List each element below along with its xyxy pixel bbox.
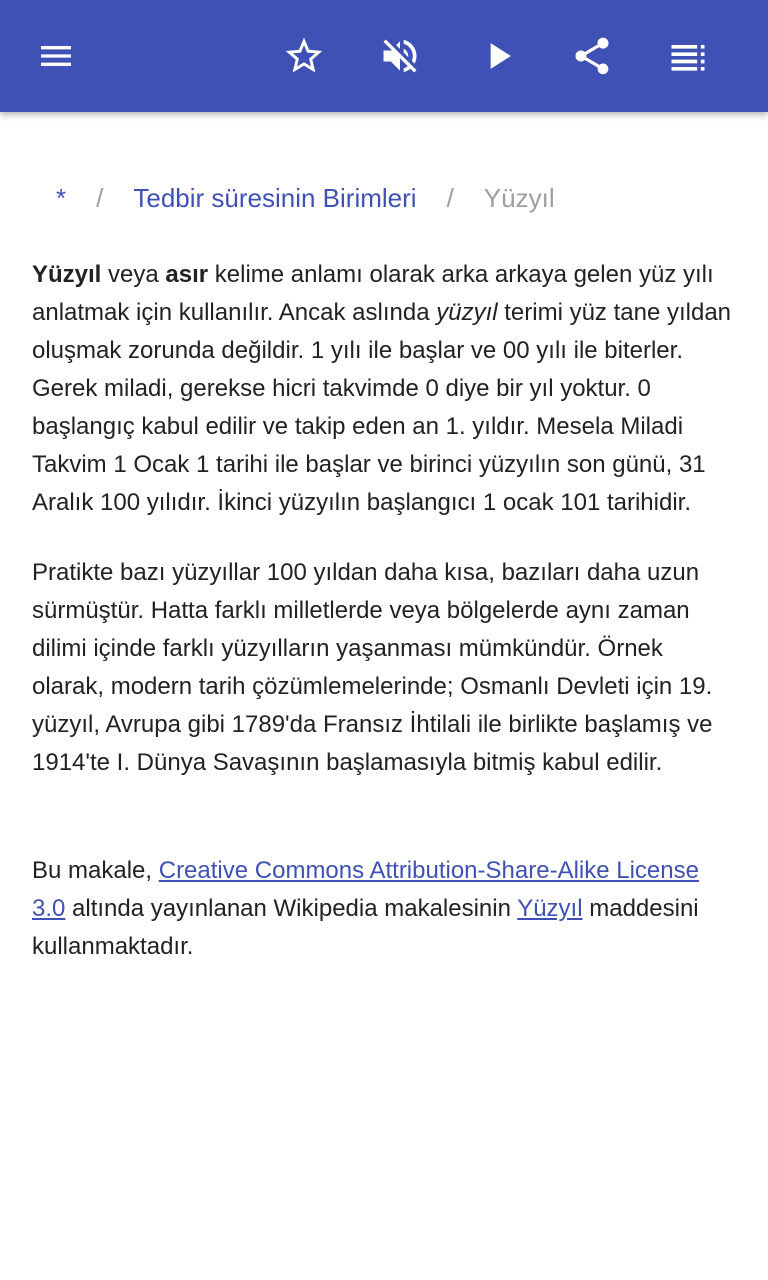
- app-bar: [0, 0, 768, 112]
- paragraph-text: veya: [101, 261, 166, 288]
- source-article-link[interactable]: Yüzyıl: [517, 895, 583, 922]
- article-paragraph-1: [32, 256, 738, 522]
- play-icon: [476, 34, 520, 78]
- volume-off-icon: [378, 34, 422, 78]
- breadcrumb: [56, 170, 738, 226]
- mute-button[interactable]: [372, 28, 428, 84]
- breadcrumb-category-link[interactable]: Tedbir süresinin Birimleri: [133, 183, 417, 213]
- menu-icon: [36, 36, 76, 76]
- favorite-button[interactable]: [276, 28, 332, 84]
- paragraph-text: kelime anlamı olarak arka arkaya gelen yüz yılı anlatmak için kullanılır. Ancak aslında: [32, 261, 714, 326]
- share-icon: [570, 34, 614, 78]
- breadcrumb-home-link[interactable]: *: [56, 183, 67, 213]
- term-italic: yüzyıl: [436, 299, 498, 326]
- article-paragraph-2: Pratikte bazı yüzyıllar 100 yıldan daha kısa, bazıları daha uzun sürmüştür. Hatta farklı milletlerde veya bölgelerde aynı zaman dilimi içinde farklı yüzyılların yaşanması mümkündür. Örnek olarak, modern tarih çözümlemelerinde; Osmanlı Devleti için 19. yüzyıl, Avrupa gibi 1789'da Fransız İhtilali ile birlikte başlamış ve 1914'te I. Dünya Savaşının başlamasıyla bitmiş kabul edilir.: [32, 559, 713, 776]
- term-bold: Yüzyıl: [32, 261, 102, 288]
- star-outline-icon: [282, 34, 326, 78]
- attribution-paragraph: [32, 852, 738, 966]
- playlist-icon: [666, 34, 710, 78]
- attribution-text: Bu makale,: [32, 857, 159, 884]
- breadcrumb-current: Yüzyıl: [483, 183, 555, 213]
- term-bold: asır: [165, 261, 209, 288]
- breadcrumb-separator: /: [446, 183, 454, 213]
- paragraph-text: terimi yüz tane yıldan oluşmak zorunda değildir. 1 yılı ile başlar ve 00 yılı ile biterler. Gerek miladi, gerekse hicri takvimde 0 diye bir yıl yoktur. 0 başlangıç kabul edilir ve takip eden an 1. yıldır. Mesela Miladi Takvim 1 Ocak 1 tarihi ile başlar ve birinci yüzyılın son günü, 31 Aralık 100 yılıdır. İkinci yüzyılın başlangıcı 1 ocak 101 tarihidir.: [32, 299, 732, 516]
- attribution-text: maddesini kullanmaktadır.: [32, 895, 699, 960]
- attribution-text: altında yayınlanan Wikipedia makalesinin: [65, 895, 518, 922]
- contents-button[interactable]: [660, 28, 716, 84]
- menu-button[interactable]: [28, 28, 84, 84]
- play-button[interactable]: [470, 28, 526, 84]
- license-link[interactable]: Creative Commons Attribution-Share-Alike License 3.0: [32, 857, 699, 922]
- share-button[interactable]: [564, 28, 620, 84]
- article-content: [32, 170, 738, 966]
- breadcrumb-separator: /: [96, 183, 104, 213]
